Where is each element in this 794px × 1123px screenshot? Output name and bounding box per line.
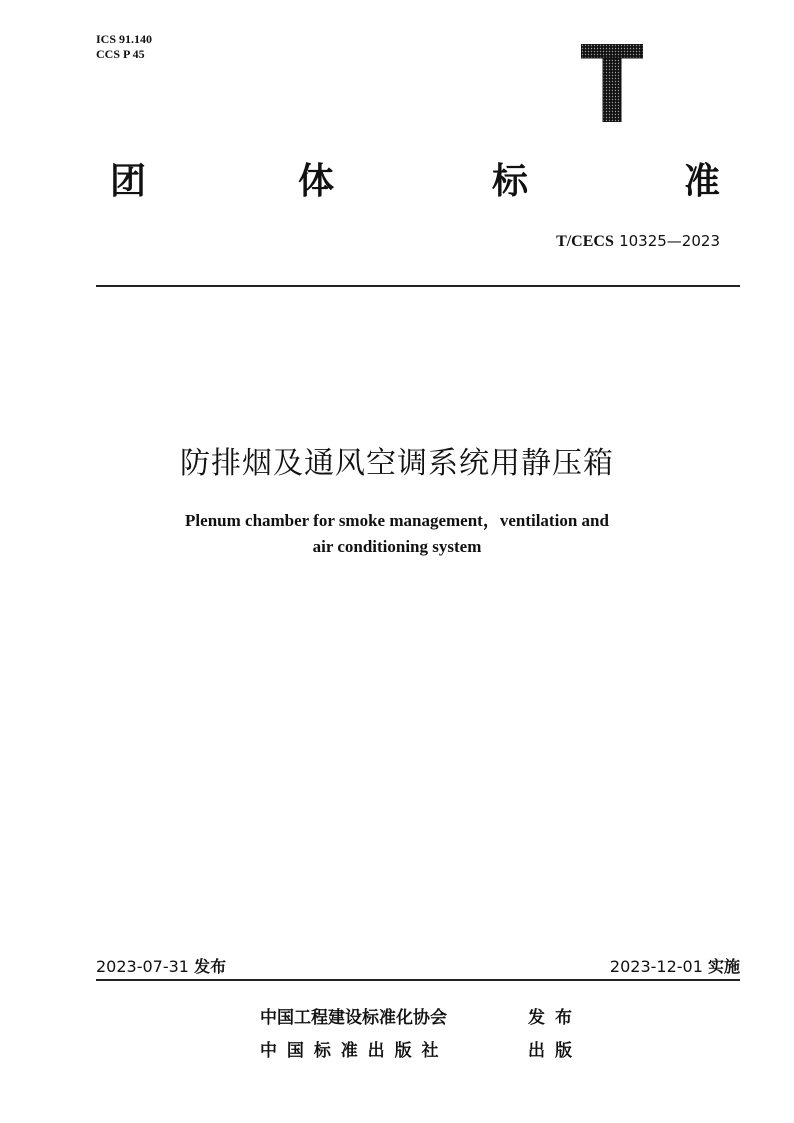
ics-code: ICS 91.140 <box>96 32 153 46</box>
classification-codes <box>96 32 152 62</box>
title-english <box>0 508 794 560</box>
implement-date-label: 实施 <box>707 957 740 976</box>
publisher-issuer-role: 发布 <box>528 1008 582 1028</box>
standard-number-value: 10325—2023 <box>619 232 720 250</box>
title-english-line-2: air conditioning system <box>312 537 482 556</box>
issue-date-value: 2023-07-31 <box>96 957 189 976</box>
publisher-press-name: 中 国 标 准 出 版 社 <box>260 1041 441 1061</box>
group-standard-t-logo <box>581 44 643 122</box>
publisher-issuer-name: 中国工程建设标准化协会 <box>260 1008 447 1028</box>
category-char-4: 准 <box>684 161 721 202</box>
implement-date-value: 2023-12-01 <box>609 957 703 976</box>
category-char-3: 标 <box>492 161 529 202</box>
publisher-press-role: 出版 <box>528 1041 582 1061</box>
standard-number-prefix: T/CECS <box>556 233 614 250</box>
footer-divider <box>96 979 740 981</box>
title-chinese: 防排烟及通风空调系统用静压箱 <box>180 446 614 481</box>
category-char-1: 团 <box>110 161 147 202</box>
category-char-2: 体 <box>298 161 335 202</box>
issue-date <box>96 954 226 977</box>
implement-date <box>586 954 740 977</box>
issue-date-label: 发布 <box>194 957 227 976</box>
header-divider <box>96 285 740 287</box>
title-english-line-1: Plenum chamber for smoke management，ventilation and <box>185 511 609 530</box>
standard-number <box>520 232 720 251</box>
ccs-code: CCS P 45 <box>96 47 145 61</box>
